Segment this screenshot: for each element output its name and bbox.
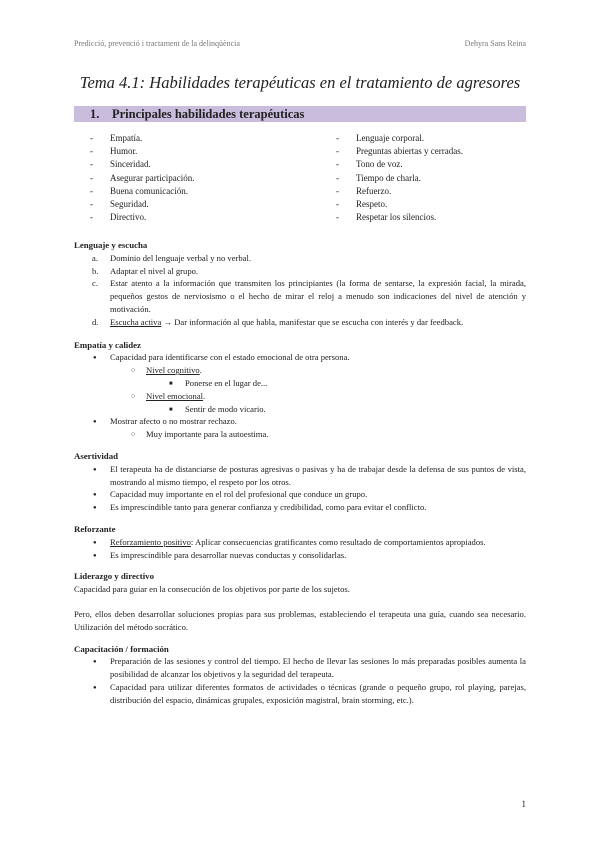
list-marker: d.	[92, 316, 99, 327]
list-item: - Tiempo de charla.	[336, 172, 463, 185]
list-item: ● Capacidad muy importante en el rol del profesional que conduce un grupo.	[74, 488, 526, 501]
bullet-icon: ●	[93, 659, 97, 666]
list-item: ○ Nivel emocional.	[131, 390, 206, 401]
list-item: - Asegurar participación.	[90, 172, 194, 185]
subheading-empatia: Empatía y calidez	[74, 339, 141, 350]
section-heading	[74, 106, 526, 122]
page-title: Tema 4.1: Habilidades terapéuticas en el tratamiento de agresores	[79, 73, 521, 92]
subheading-capacitacion: Capacitación / formación	[74, 643, 169, 654]
page-number: 1	[521, 799, 526, 809]
list-item: ○ Muy importante para la autoestima.	[131, 429, 269, 440]
list-item: ○ Nivel cognitivo.	[131, 365, 202, 376]
list-marker: c.	[92, 278, 98, 289]
bullet-icon: ●	[93, 419, 97, 426]
list-item: ● Mostrar afecto o no mostrar rechazo.	[74, 415, 526, 428]
running-header-left: Predicció, prevenció i tractament de la delinqüència	[74, 39, 240, 48]
body-content	[74, 239, 526, 707]
bullet-icon: ●	[93, 492, 97, 499]
bullet-icon: ●	[93, 552, 97, 559]
underlined-term: Reforzamiento positivo	[110, 536, 191, 547]
square-bullet-icon: ■	[169, 380, 173, 387]
list-item: - Respeto.	[336, 198, 463, 211]
circle-bullet-icon: ○	[131, 366, 136, 375]
list-item: ■ Sentir de modo vicario.	[74, 403, 526, 416]
subheading-asertividad: Asertividad	[74, 450, 118, 461]
list-item: - Empatía.	[90, 132, 194, 145]
list-item: ● Es imprescindible para desarrollar nuevas conductas y consolidarlas.	[74, 549, 526, 562]
bullet-icon: ●	[93, 539, 97, 546]
list-item: ● Capacidad para identificarse con el estado emocional de otra persona.	[74, 351, 526, 364]
list-item: ■ Ponerse en el lugar de...	[74, 377, 526, 390]
circle-bullet-icon: ○	[131, 391, 136, 400]
list-item: - Lenguaje corporal.	[336, 132, 463, 145]
list-item: c. Estar atento a la información que transmiten los principiantes (la forma de sentarse, la expresión facial, la mirada, pequeños gestos de nerviosismo o el hecho de mirar el reloj a menudo son indicaciones del nivel de atención y motivación.	[92, 278, 526, 314]
list-item: - Humor.	[90, 145, 194, 158]
list-item: - Respetar los silencios.	[336, 211, 463, 224]
list-item: ● Preparación de las sesiones y control del tiempo. El hecho de llevar las sesiones lo más preparadas posibles aumenta la posibilidad de alcanzar los objetivos y la seguridad del terapeuta.	[93, 656, 526, 680]
paragraph: Capacidad para guiar en la consecución de los objetivos por parte de los sujetos.	[74, 584, 350, 595]
list-item: - Refuerzo.	[336, 185, 463, 198]
skills-list-left	[90, 132, 194, 224]
paragraph: Pero, ellos deben desarrollar soluciones propias para sus problemas, estableciendo el terapeuta una guía, cuando sea necesario. Utilización del método socrático.	[74, 608, 526, 632]
list-item: - Tono de voz.	[336, 158, 463, 171]
bullet-icon: ●	[93, 684, 97, 691]
list-item: a. Dominio del lenguaje verbal y no verbal.	[92, 252, 252, 263]
list-marker: b.	[92, 265, 99, 276]
list-item: - Buena comunicación.	[90, 185, 194, 198]
list-item: ● Reforzamiento positivo: Aplicar consecuencias gratificantes como resultado de comportamientos apropiados.	[74, 536, 526, 549]
list-marker: a.	[92, 252, 98, 263]
section-label: Principales habilidades terapéuticas	[112, 107, 305, 121]
bullet-icon: ●	[93, 466, 97, 473]
list-item: ● El terapeuta ha de distanciarse de posturas agresivas o pasivas y ha de trabajar desde la defensa de sus puntos de vista, mostrando al mismo tiempo, el respeto por los otros.	[93, 463, 526, 487]
bullet-icon: ●	[93, 355, 97, 362]
list-item: ● Capacidad para utilizar diferentes formatos de actividades o técnicas (grande o pequeño grupo, rol playing, parejas, distribución del espacio, dinámicas grupales, exposición magistral, brain storming, etc.).	[93, 681, 526, 705]
square-bullet-icon: ■	[169, 406, 173, 413]
section-number: 1.	[90, 107, 100, 121]
list-item: d. Escucha activa → Dar información al que habla, manifestar que se escucha con interés y dar feedback.	[92, 316, 464, 327]
list-item: - Sinceridad.	[90, 158, 194, 171]
subheading-lenguaje: Lenguaje y escucha	[74, 240, 148, 250]
list-item: ● Es imprescindible tanto para generar confianza y credibilidad, como para evitar el conflicto.	[74, 501, 526, 514]
skills-list-right	[336, 132, 463, 224]
list-item: - Preguntas abiertas y cerradas.	[336, 145, 463, 158]
running-header-right: Dehyra Sans Reina	[464, 39, 526, 48]
list-item: - Seguridad.	[90, 198, 194, 211]
circle-bullet-icon: ○	[131, 430, 136, 439]
underlined-term: Escucha activa	[110, 316, 162, 327]
subheading-liderazgo: Liderazgo y directivo	[74, 571, 154, 582]
subheading-reforzante: Reforzante	[74, 523, 116, 534]
bullet-icon: ●	[93, 505, 97, 512]
list-item: - Directivo.	[90, 211, 194, 224]
list-item: b. Adaptar el nivel al grupo.	[92, 265, 199, 276]
